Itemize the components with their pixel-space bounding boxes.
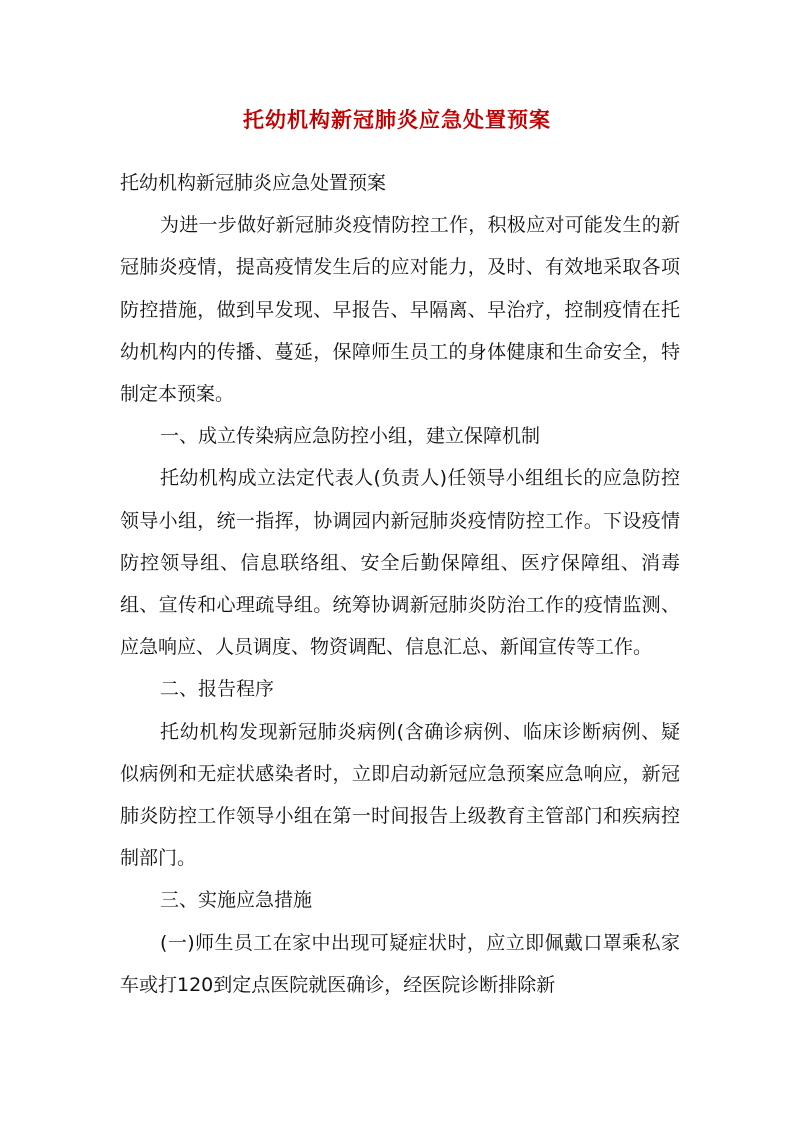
section-heading-3: 三、实施应急措施 [160,889,313,912]
document-body [120,162,680,1006]
paragraph-section-1: 托幼机构成立法定代表人(负责人)任领导小组组长的应急防控领导小组，统一指挥，协调园内新冠肺炎疫情防控工作。下设疫情防控领导组、信息联络组、安全后勤保障组、医疗保障组、消毒组、宣传和心理疏导组。统筹协调新冠肺炎防治工作的疫情监测、应急响应、人员调度、物资调配、信息汇总、新闻宣传等工作。 [120,467,680,659]
document-subtitle: 托幼机构新冠肺炎应急处置预案 [120,172,387,194]
section-heading-2: 二、报告程序 [160,678,275,701]
paragraph-section-2: 托幼机构发现新冠肺炎病例(含确诊病例、临床诊断病例、疑似病例和无症状感染者时，立即启动新冠应急预案应急响应，新冠肺炎防控工作领导小组在第一时间报告上级教育主管部门和疾病控制部门。 [120,720,680,870]
paragraph-section-3: (一)师生员工在家中出现可疑症状时，应立即佩戴口罩乘私家车或打120到定点医院就医确诊，经医院诊断排除新 [120,931,680,996]
section-heading-1: 一、成立传染病应急防控小组，建立保障机制 [160,425,541,448]
document-title: 托幼机构新冠肺炎应急处置预案 [243,107,551,132]
paragraph-intro: 为进一步做好新冠肺炎疫情防控工作，积极应对可能发生的新冠肺炎疫情，提高疫情发生后的应对能力，及时、有效地采取各项防控措施，做到早发现、早报告、早隔离、早治疗，控制疫情在托幼机构内的传播、蔓延，保障师生员工的身体健康和生命安全，特制定本预案。 [120,214,680,406]
